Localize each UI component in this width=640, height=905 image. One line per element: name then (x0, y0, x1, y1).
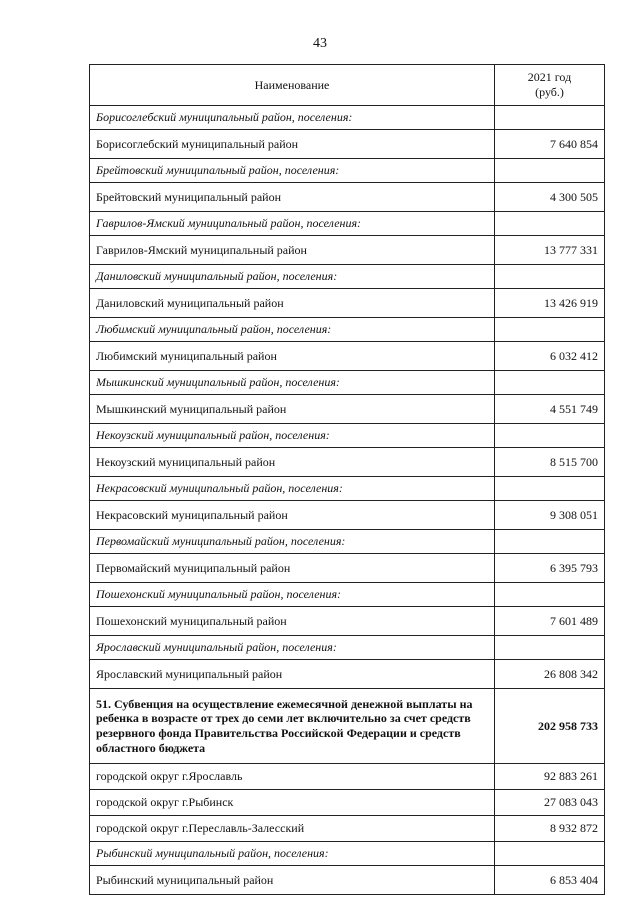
row-name: Мышкинский муниципальный район (90, 395, 495, 424)
row-name: Рыбинский муниципальный район (90, 866, 495, 895)
row-value: 9 308 051 (495, 501, 605, 530)
row-name: Ярославский муниципальный район (90, 660, 495, 689)
row-name: Гаврилов-Ямский муниципальный район, поселения: (90, 212, 495, 236)
section-heading-row (90, 477, 605, 501)
table-row (90, 689, 605, 764)
section-heading-row (90, 424, 605, 448)
row-value: 27 083 043 (495, 790, 605, 816)
row-value: 6 853 404 (495, 866, 605, 895)
row-value (495, 318, 605, 342)
section-heading-row (90, 371, 605, 395)
section-heading-row (90, 842, 605, 866)
table-row (90, 764, 605, 790)
header-name-column: Наименование (90, 65, 495, 106)
row-name: Пошехонский муниципальный район, поселения: (90, 583, 495, 607)
row-name: Первомайский муниципальный район, поселения: (90, 530, 495, 554)
row-value (495, 530, 605, 554)
row-name: городской округ г.Ярославль (90, 764, 495, 790)
section-heading-row (90, 106, 605, 130)
table-row (90, 289, 605, 318)
table-row (90, 342, 605, 371)
row-value: 8 515 700 (495, 448, 605, 477)
header-unit: (руб.) (535, 85, 564, 99)
table-row (90, 607, 605, 636)
row-name: Даниловский муниципальный район (90, 289, 495, 318)
row-name: Некрасовский муниципальный район (90, 501, 495, 530)
row-name: Брейтовский муниципальный район (90, 183, 495, 212)
row-value: 7 640 854 (495, 130, 605, 159)
table-row (90, 866, 605, 895)
row-name: городской округ г.Рыбинск (90, 790, 495, 816)
header-value-column (495, 65, 605, 106)
table-row (90, 130, 605, 159)
row-name: Мышкинский муниципальный район, поселения: (90, 371, 495, 395)
table-row (90, 790, 605, 816)
row-value: 7 601 489 (495, 607, 605, 636)
row-name: городской округ г.Переславль-Залесский (90, 816, 495, 842)
section-heading-row (90, 318, 605, 342)
table-row (90, 395, 605, 424)
row-value: 92 883 261 (495, 764, 605, 790)
row-name: Рыбинский муниципальный район, поселения: (90, 842, 495, 866)
row-name: Борисоглебский муниципальный район (90, 130, 495, 159)
row-value: 6 032 412 (495, 342, 605, 371)
row-value (495, 424, 605, 448)
row-value (495, 477, 605, 501)
table-row (90, 554, 605, 583)
row-name: Ярославский муниципальный район, поселения: (90, 636, 495, 660)
table-row (90, 660, 605, 689)
table-row (90, 448, 605, 477)
row-value: 13 777 331 (495, 236, 605, 265)
row-value (495, 106, 605, 130)
row-value: 202 958 733 (495, 689, 605, 764)
row-value: 26 808 342 (495, 660, 605, 689)
row-value (495, 636, 605, 660)
row-name: Некоузский муниципальный район (90, 448, 495, 477)
row-name: Некоузский муниципальный район, поселения: (90, 424, 495, 448)
row-value: 8 932 872 (495, 816, 605, 842)
row-value (495, 583, 605, 607)
row-value (495, 159, 605, 183)
row-name: Даниловский муниципальный район, поселения: (90, 265, 495, 289)
row-value (495, 265, 605, 289)
row-name: Борисоглебский муниципальный район, поселения: (90, 106, 495, 130)
row-name: Гаврилов-Ямский муниципальный район (90, 236, 495, 265)
table-row (90, 183, 605, 212)
row-value (495, 371, 605, 395)
row-name: Пошехонский муниципальный район (90, 607, 495, 636)
section-heading-row (90, 583, 605, 607)
row-value: 6 395 793 (495, 554, 605, 583)
row-name: 51. Субвенция на осуществление ежемесячной денежной выплаты на ребенка в возрасте от трех до семи лет включительно за счет средств резервного фонда Правительства Российской Федерации и средств областного бюджета (90, 689, 495, 764)
row-value: 4 551 749 (495, 395, 605, 424)
budget-table (89, 64, 605, 895)
row-name: Любимский муниципальный район (90, 342, 495, 371)
section-heading-row (90, 530, 605, 554)
section-heading-row (90, 636, 605, 660)
page-number: 43 (313, 36, 327, 51)
row-value: 4 300 505 (495, 183, 605, 212)
row-name: Первомайский муниципальный район (90, 554, 495, 583)
row-name: Брейтовский муниципальный район, поселения: (90, 159, 495, 183)
table-row (90, 816, 605, 842)
table-body (90, 106, 605, 895)
section-heading-row (90, 159, 605, 183)
row-value (495, 212, 605, 236)
section-heading-row (90, 265, 605, 289)
table-row (90, 236, 605, 265)
row-value: 13 426 919 (495, 289, 605, 318)
section-heading-row (90, 212, 605, 236)
table-header-row (90, 65, 605, 106)
header-year: 2021 год (527, 70, 572, 85)
row-name: Некрасовский муниципальный район, поселения: (90, 477, 495, 501)
row-name: Любимский муниципальный район, поселения: (90, 318, 495, 342)
table-row (90, 501, 605, 530)
row-value (495, 842, 605, 866)
